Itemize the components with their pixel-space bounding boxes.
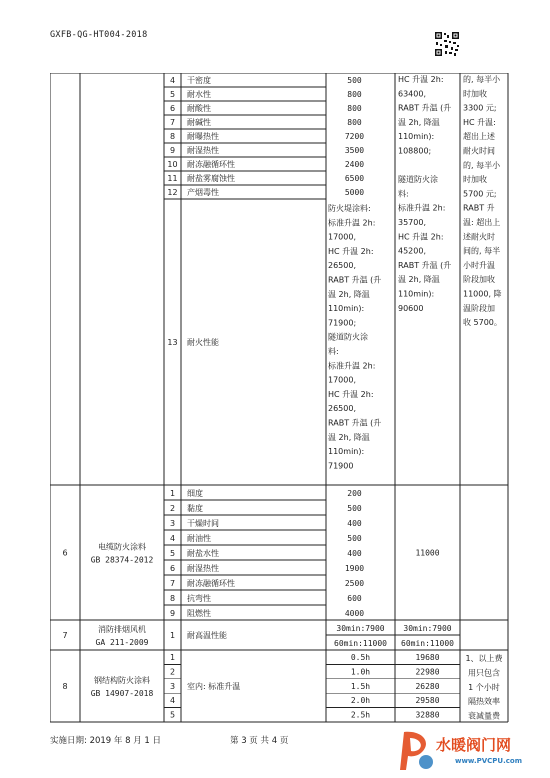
item-name: 耐盐雾腐蚀性 — [187, 174, 235, 183]
coating-fee-line: 45200, — [398, 246, 426, 256]
item-number: 6 — [169, 564, 176, 573]
coating-fee-line: 料: — [398, 189, 409, 199]
item-price: 500 — [347, 76, 362, 85]
item-name: 细度 — [187, 489, 203, 498]
group-total: 30min:7900 — [403, 624, 452, 633]
item-price: 6500 — [344, 174, 365, 183]
fire-resistance-price-line: 料: — [328, 347, 339, 356]
item-name: 耐盐水性 — [187, 549, 219, 558]
item-number: 3 — [169, 519, 176, 528]
item-name: 干燥时间 — [187, 519, 219, 528]
item-price: 60min:11000 — [334, 639, 387, 648]
item-name: 耐高温性能 — [187, 631, 227, 640]
group-number: 7 — [62, 631, 68, 640]
fee-note-line: 11000, 降 — [463, 289, 502, 299]
item-price: 22980 — [415, 667, 440, 677]
qr-code-icon — [434, 31, 460, 57]
item-number: 7 — [169, 118, 176, 127]
item-price: 400 — [347, 549, 362, 558]
item-number: 4 — [169, 76, 176, 85]
item-name: 黏度 — [187, 504, 203, 513]
test-duration: 2.5h — [350, 710, 371, 720]
item-price: 800 — [347, 90, 362, 99]
item-price: 32880 — [415, 710, 440, 720]
fee-note-line: 收 5700。 — [463, 318, 502, 328]
product-standard: GA 211-2009 — [95, 638, 149, 647]
item-name: 干密度 — [187, 76, 211, 85]
item-name: 耐水性 — [187, 90, 211, 99]
fee-note-line: 温: 超出上 — [463, 218, 501, 227]
fire-resistance-price-line: 26500, — [328, 261, 356, 271]
watermark-logo-icon — [396, 728, 436, 772]
item-number: 4 — [169, 696, 176, 706]
item-price: 2500 — [344, 579, 365, 588]
item-number: 11 — [167, 174, 178, 183]
coating-fee-line: 温 2h, 降温 — [398, 117, 440, 127]
item-number: 12 — [167, 188, 178, 197]
fire-resistance-price-line: 71900; — [328, 318, 357, 328]
item-name: 耐湿热性 — [187, 564, 219, 573]
item-price: 1900 — [344, 564, 365, 573]
item-name: 室内: 标准升温 — [187, 682, 241, 691]
item-number: 1 — [169, 489, 176, 498]
fee-note-line: 衰减量费 — [468, 711, 500, 721]
test-duration: 2.0h — [350, 696, 371, 706]
item-name: 耐碱性 — [187, 118, 211, 127]
item-number: 1 — [169, 653, 176, 662]
item-price: 4000 — [344, 609, 365, 618]
item-name: 耐湿热性 — [187, 146, 219, 155]
coating-fee-line: 108800; — [398, 146, 432, 156]
fire-resistance-price-line: 17000, — [328, 232, 356, 242]
coating-fee-line: 35700, — [398, 218, 426, 227]
test-duration: 1.5h — [350, 681, 371, 691]
fee-note-line: 的, 每半小 — [463, 75, 501, 84]
fire-resistance-price-line: RABT 升温 (升 — [328, 418, 382, 428]
coating-fee-line: 隧道防火涂 — [398, 175, 438, 185]
item-price: 26280 — [415, 681, 440, 691]
fire-resistance-price-line: 温 2h, 降温 — [328, 289, 370, 299]
fee-note-line: 温阶段加 — [463, 303, 495, 313]
item-name: 抗弯性 — [187, 594, 211, 603]
coating-fee-line: HC 升温 2h: — [398, 232, 444, 242]
fire-resistance-price-line: 17000, — [328, 375, 356, 385]
group-number: 6 — [62, 548, 68, 558]
effective-date: 实施日期: 2019 年 8 月 1 日 — [50, 736, 162, 746]
fee-table — [50, 73, 510, 723]
coating-fee-line: 温 2h, 降温 — [398, 275, 440, 285]
fee-note-line: 超出上述 — [463, 132, 495, 142]
coating-fee-line: HC 升温 2h: — [398, 75, 444, 84]
fee-note-line: 1、以上费 — [465, 654, 503, 663]
group-number: 8 — [62, 682, 68, 691]
item-number: 9 — [169, 146, 176, 155]
fee-note-line: 的, 每半小 — [463, 160, 501, 170]
fee-note-line: HC 升温: — [463, 117, 496, 127]
test-duration: 0.5h — [350, 653, 371, 662]
item-number: 5 — [169, 549, 176, 558]
item-number: 1 — [169, 631, 176, 640]
fee-note-line: 耐火时间 — [463, 146, 495, 156]
fee-note-line: 隔热效率 — [468, 697, 500, 707]
item-number: 3 — [169, 681, 176, 691]
watermark-text: 水暖阀门网 — [436, 736, 512, 754]
fire-resistance-price-line: 110min): — [328, 447, 365, 457]
watermark-url: www.PVCPU.com — [455, 757, 523, 765]
fire-resistance-price-line: RABT 升温 (升 — [328, 275, 382, 285]
item-name: 耐曝热性 — [187, 132, 219, 141]
fee-note-line: RABT 升 — [463, 203, 495, 213]
item-name: 耐酸性 — [187, 104, 211, 113]
fee-note-line: 3300 元; — [463, 103, 497, 113]
coating-fee-line: 110min): — [398, 289, 435, 299]
item-price: 500 — [347, 534, 362, 543]
coating-fee-line: 63400, — [398, 89, 426, 99]
item-price: 200 — [347, 489, 362, 498]
item-number: 13 — [167, 338, 178, 347]
product-name: 消防排烟风机 — [98, 625, 146, 634]
fee-note-line: 间的, 每半 — [463, 246, 501, 256]
item-price: 3500 — [344, 146, 365, 155]
fire-resistance-price-line: 71900 — [328, 461, 354, 471]
item-price: 19680 — [415, 653, 440, 662]
product-standard: GB 28374-2012 — [90, 555, 154, 565]
fee-note-line: 述耐火时 — [463, 232, 495, 242]
coating-fee-line: RABT 升温 (升 — [398, 260, 452, 270]
fire-resistance-price-line: 防火堤涂料: — [328, 204, 371, 213]
fee-note-line: 时加收 — [463, 89, 487, 99]
fire-resistance-price-line: 标准升温 2h: — [328, 361, 376, 371]
item-price: 29580 — [415, 696, 440, 706]
item-price: 400 — [347, 519, 362, 528]
fire-resistance-price-line: HC 升温 2h: — [328, 389, 374, 399]
item-price: 800 — [347, 118, 362, 127]
fee-note-line: 5700 元; — [463, 189, 497, 199]
fire-resistance-price-line: 110min): — [328, 304, 365, 314]
fee-note-line: 小时升温 — [463, 260, 495, 270]
item-name: 耐冻融循环性 — [187, 160, 235, 169]
fee-note-line: 时加收 — [463, 175, 487, 185]
item-name: 耐油性 — [187, 534, 211, 543]
item-name: 产烟毒性 — [187, 188, 219, 197]
fire-resistance-price-line: 隧道防火涂 — [328, 332, 368, 342]
item-number: 6 — [169, 104, 176, 113]
item-name: 耐火性能 — [187, 338, 219, 347]
item-number: 9 — [169, 609, 176, 618]
fire-resistance-price-line: 温 2h, 降温 — [328, 432, 370, 442]
fire-resistance-price-line: 26500, — [328, 404, 356, 414]
item-price: 600 — [347, 594, 362, 603]
item-name: 阻燃性 — [187, 609, 211, 618]
page-number: 第 3 页 共 4 页 — [230, 736, 289, 746]
item-number: 10 — [167, 160, 178, 169]
document-code: GXFB-QG-HT004-2018 — [50, 30, 148, 40]
coating-fee-line: 90600 — [398, 303, 424, 313]
coating-fee-line: 110min): — [398, 132, 435, 142]
item-price: 7200 — [344, 132, 365, 141]
product-name: 电缆防火涂料 — [98, 542, 146, 552]
item-price: 5000 — [344, 188, 365, 197]
item-price: 30min:7900 — [336, 624, 385, 633]
test-duration: 1.0h — [350, 667, 371, 677]
coating-fee-line: RABT 升温 (升 — [398, 103, 452, 113]
fire-resistance-price-line: 标准升温 2h: — [328, 218, 376, 228]
product-name: 钢结构防火涂料 — [94, 676, 150, 685]
item-name: 耐冻融循环性 — [187, 579, 235, 588]
item-number: 2 — [169, 504, 176, 513]
item-number: 5 — [169, 90, 176, 99]
item-number: 8 — [169, 594, 176, 603]
item-number: 7 — [169, 579, 176, 588]
item-price: 500 — [347, 504, 362, 513]
coating-fee-line: 标准升温 2h: — [398, 203, 446, 213]
item-price: 800 — [347, 104, 362, 113]
fire-resistance-price-line: HC 升温 2h: — [328, 246, 374, 256]
group-total: 60min:11000 — [401, 639, 454, 648]
item-number: 5 — [169, 710, 176, 720]
fee-note-line: 阶段加收 — [463, 275, 495, 285]
item-price: 2400 — [344, 160, 365, 169]
fee-note-line: 1 个小时 — [468, 682, 500, 692]
group-total: 11000 — [415, 548, 440, 558]
item-number: 2 — [169, 667, 176, 677]
product-standard: GB 14907-2018 — [90, 689, 154, 698]
fee-note-line: 用只包含 — [468, 668, 500, 678]
item-number: 8 — [169, 132, 176, 141]
item-number: 4 — [169, 534, 176, 543]
